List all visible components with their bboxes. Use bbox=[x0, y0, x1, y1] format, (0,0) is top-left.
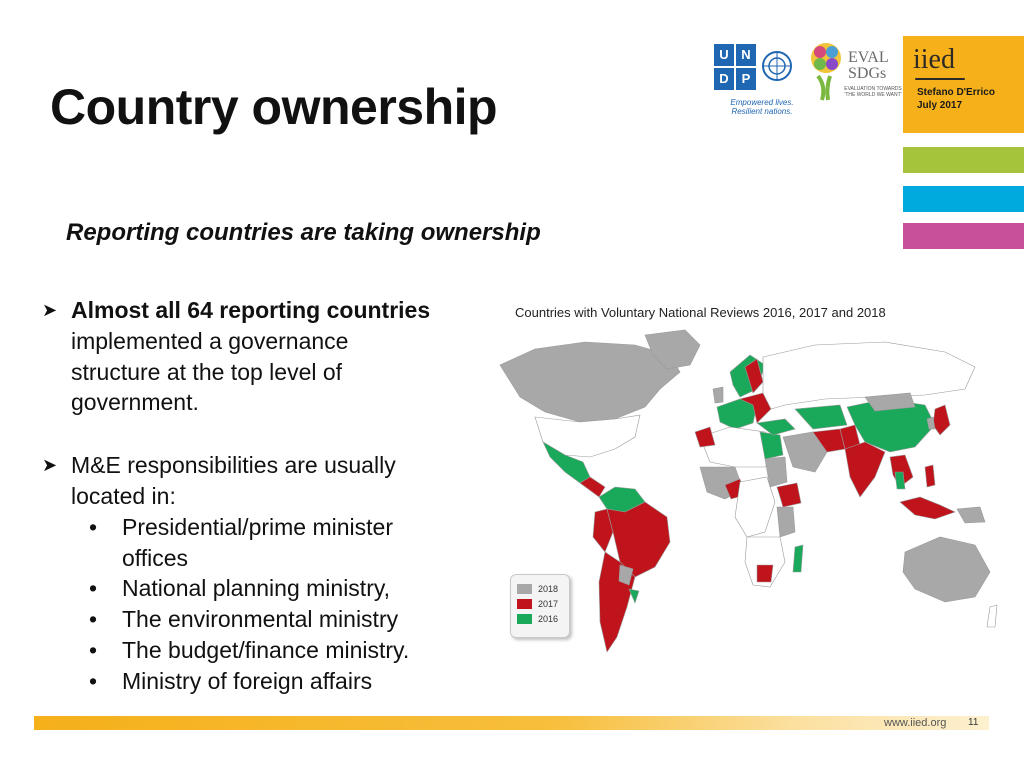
page-number: 11 bbox=[968, 717, 979, 728]
legend-label: 2018 bbox=[538, 584, 559, 594]
slide-title: Country ownership bbox=[50, 79, 498, 135]
slide-subtitle: Reporting countries are taking ownership bbox=[66, 219, 541, 246]
dot-bullet-icon: • bbox=[89, 636, 98, 663]
map-region-madagascar bbox=[793, 545, 803, 572]
undp-tagline-line: Resilient nations. bbox=[731, 107, 793, 116]
sub-bullet-item bbox=[42, 512, 492, 574]
sub-bullet-text: The budget/finance ministry. bbox=[122, 636, 410, 663]
sub-bullet-item bbox=[42, 573, 492, 604]
dot-bullet-icon: • bbox=[89, 513, 98, 540]
bullet-text-line: structure at the top level of bbox=[71, 358, 343, 385]
bullet-item bbox=[42, 450, 492, 512]
map-caption: Countries with Voluntary National Reviews 2016, 2017 and 2018 bbox=[515, 305, 886, 320]
evalsdgs-tagline: EVALUATION TOWARDS 'THE WORLD WE WANT' bbox=[844, 86, 902, 98]
evalsdgs-logo bbox=[808, 36, 902, 108]
bullet-text-line: located in: bbox=[71, 482, 176, 509]
map-region-india bbox=[845, 442, 885, 497]
undp-letter: N bbox=[736, 44, 756, 66]
footer-bar bbox=[34, 716, 989, 730]
map-region-new-zealand bbox=[987, 605, 997, 627]
map-region-indonesia bbox=[900, 497, 955, 519]
iied-logo-underline bbox=[915, 78, 965, 80]
map-region-papua bbox=[957, 507, 985, 523]
sub-bullet-text: offices bbox=[122, 544, 189, 571]
undp-logo bbox=[712, 42, 796, 116]
decor-bar-blue bbox=[903, 186, 1024, 212]
dot-bullet-icon: • bbox=[89, 606, 98, 633]
map-region-ethiopia bbox=[777, 483, 801, 507]
undp-tagline-line: Empowered lives. bbox=[730, 98, 794, 107]
legend-swatch-red bbox=[517, 599, 532, 609]
sub-bullet-text: Ministry of foreign affairs bbox=[122, 667, 373, 694]
presentation-date: July 2017 bbox=[917, 100, 963, 111]
bullet-text-line: government. bbox=[71, 389, 199, 416]
world-map bbox=[495, 327, 1000, 667]
bullet-bold-text: Almost all 64 reporting countries bbox=[71, 297, 431, 323]
footer-url[interactable]: www.iied.org bbox=[884, 717, 947, 729]
undp-letter: D bbox=[714, 68, 734, 90]
un-emblem-icon bbox=[760, 46, 794, 90]
author-name: Stefano D'Errico bbox=[917, 87, 995, 98]
sub-bullet-item bbox=[42, 604, 492, 635]
partner-logos bbox=[700, 36, 902, 116]
map-region-central-asia bbox=[795, 405, 847, 429]
decor-bar-green bbox=[903, 147, 1024, 173]
dot-bullet-icon: • bbox=[89, 575, 98, 602]
map-region-philippines bbox=[925, 465, 935, 487]
bullet-text-line: implemented a governance bbox=[71, 327, 349, 354]
map-region-central-africa bbox=[735, 477, 775, 537]
sub-bullet-text: Presidential/prime minister bbox=[122, 513, 393, 540]
sub-bullet-item bbox=[42, 666, 492, 697]
map-region-thailand bbox=[895, 472, 905, 489]
map-region-japan bbox=[933, 405, 950, 435]
evalsdgs-name-line: SDGs bbox=[848, 65, 887, 82]
dot-bullet-icon: • bbox=[89, 667, 98, 694]
undp-tagline bbox=[712, 98, 812, 116]
map-legend bbox=[510, 574, 570, 638]
bullet-list bbox=[42, 295, 492, 697]
map-region-botswana bbox=[757, 565, 773, 582]
sub-bullet-item bbox=[42, 635, 492, 666]
map-region-australia bbox=[903, 537, 990, 602]
map-region-east-africa bbox=[777, 507, 795, 537]
sub-bullet-text: The environmental ministry bbox=[122, 606, 399, 633]
iied-logo: iied bbox=[913, 44, 955, 75]
evalsdgs-name bbox=[848, 50, 889, 82]
map-region-morocco bbox=[695, 427, 715, 447]
author-info bbox=[917, 86, 995, 112]
legend-label: 2017 bbox=[538, 599, 559, 609]
arrow-bullet-icon: ➤ bbox=[42, 300, 58, 320]
decor-bar-pink bbox=[903, 223, 1024, 249]
bullet-item bbox=[42, 295, 492, 418]
undp-letter: P bbox=[736, 68, 756, 90]
sub-bullet-text: National planning ministry, bbox=[122, 575, 391, 602]
legend-swatch-green bbox=[517, 614, 532, 624]
evalsdgs-name-line: EVAL bbox=[848, 49, 889, 66]
map-region-uruguay bbox=[629, 589, 639, 603]
bullet-text-line: M&E responsibilities are usually bbox=[71, 452, 396, 479]
arrow-bullet-icon: ➤ bbox=[42, 455, 58, 476]
legend-swatch-grey bbox=[517, 584, 532, 594]
legend-label: 2016 bbox=[538, 614, 559, 624]
undp-letter: U bbox=[714, 44, 734, 66]
globe-leaf-icon bbox=[808, 36, 848, 108]
map-region-uk bbox=[713, 387, 723, 403]
iied-brand-block bbox=[903, 36, 1024, 133]
